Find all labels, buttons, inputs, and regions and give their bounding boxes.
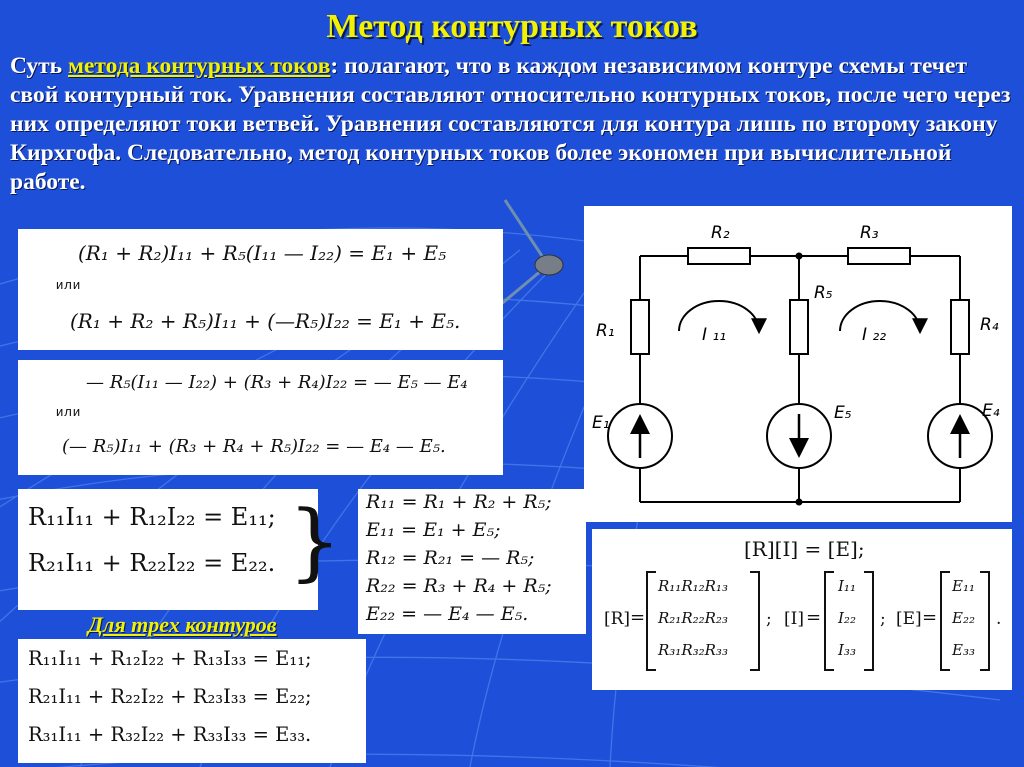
- matrix-row: I₂₂: [838, 609, 856, 627]
- equation-line: R₁₁ = R₁ + R₂ + R₅;: [366, 491, 552, 513]
- resistor-r5: [790, 300, 808, 354]
- left-bracket: [940, 571, 950, 671]
- intro-highlight: метода контурных токов: [67, 53, 331, 79]
- circuit-diagram: [584, 206, 1012, 522]
- equation-line: R₁₂ = R₂₁ = — R₅;: [366, 547, 535, 569]
- equation-line: R₂₂ = R₃ + R₄ + R₅;: [366, 575, 552, 597]
- label-i11: I ₁₁: [702, 325, 727, 345]
- equation-line: E₁₁ = E₁ + E₅;: [366, 519, 501, 541]
- right-bracket: [750, 571, 760, 671]
- separator: ;: [766, 609, 772, 629]
- label-e4: E₄: [982, 401, 1000, 421]
- equation-line: R₁₁I₁₁ + R₁₂I₂₂ + R₁₃I₃₃ = E₁₁;: [28, 647, 312, 670]
- resistor-r3: [848, 248, 910, 264]
- matrix-row: E₂₂: [952, 609, 975, 627]
- equals-sign: =: [806, 607, 822, 628]
- equation-line: R₂₁I₁₁ + R₂₂I₂₂ + R₂₃I₃₃ = E₂₂;: [28, 685, 312, 708]
- r-matrix-label: [R]: [604, 609, 631, 629]
- equation-line: E₂₂ = — E₄ — E₅.: [366, 603, 529, 625]
- equals-sign: =: [630, 607, 646, 628]
- label-i22: I ₂₂: [862, 325, 887, 345]
- or-label: или: [56, 404, 82, 419]
- circuit-diagram-box: [584, 206, 1012, 522]
- resistor-r1: [631, 300, 649, 354]
- label-r2: R₂: [711, 223, 730, 243]
- left-bracket: [824, 571, 834, 671]
- or-label: или: [56, 277, 82, 292]
- right-bracket: [864, 571, 874, 671]
- matrix-row: I₁₁: [838, 577, 856, 595]
- intro-lead: Суть: [10, 53, 68, 79]
- label-r4: R₄: [980, 315, 999, 335]
- matrix-row: E₃₃: [952, 641, 975, 659]
- label-r5: R₅: [814, 283, 833, 303]
- matrix-row: R₁₁R₁₂R₁₃: [658, 577, 728, 595]
- intro-paragraph: [10, 52, 1015, 197]
- period: .: [996, 609, 1002, 629]
- left-bracket: [646, 571, 656, 671]
- matrix-equation: [R][I] = [E];: [744, 537, 865, 561]
- equation-box-3: [18, 489, 342, 610]
- equation-line: — R₅(I₁₁ — I₂₂) + (R₃ + R₄)I₂₂ = — E₅ — E₄: [86, 372, 468, 393]
- e-matrix-label: [E]: [896, 609, 922, 629]
- matrix-row: R₃₁R₃₂R₃₃: [658, 641, 728, 659]
- resistor-r2: [688, 248, 750, 264]
- matrix-row: E₁₁: [952, 577, 975, 595]
- equation-line: (R₁ + R₂ + R₅)I₁₁ + (—R₅)I₂₂ = E₁ + E₅.: [70, 309, 461, 333]
- resistor-r4: [951, 300, 969, 354]
- separator: ;: [880, 609, 886, 629]
- equation-line: R₃₁I₁₁ + R₃₂I₂₂ + R₃₃I₃₃ = E₃₃.: [28, 723, 312, 746]
- slide-title: Метод контурных токов: [326, 8, 698, 45]
- equation-line: R₁₁I₁₁ + R₁₂I₂₂ = E₁₁;: [28, 503, 276, 531]
- matrix-row: I₃₃: [838, 641, 856, 659]
- intro-rest: : полагают, что в каждом независимом контуре схемы течет свой контурный ток. Уравнения составляют относительно контурных токов, после чего через них определяют токи ветвей. Уравнения составляются для контура лишь по второму закону Кирхгофа. Следовательно, метод контурных токов более экономен при вычислительной работе.: [10, 53, 1011, 195]
- i-matrix-label: [I]: [784, 609, 804, 629]
- equation-box-4: [358, 489, 586, 634]
- label-e5: E₅: [834, 403, 852, 423]
- right-bracket: [980, 571, 990, 671]
- equation-line: R₂₁I₁₁ + R₂₂I₂₂ = E₂₂.: [28, 549, 276, 577]
- right-brace: }: [288, 492, 342, 590]
- label-r1: R₁: [596, 321, 615, 341]
- label-e1: E₁: [592, 413, 610, 433]
- equation-box-5: [18, 639, 366, 763]
- matrix-row: R₂₁R₂₂R₂₃: [658, 609, 728, 627]
- matrix-box: [592, 529, 1012, 690]
- equation-box-2: [18, 360, 503, 475]
- equals-sign: =: [922, 607, 938, 628]
- three-circuits-caption: Для трех контуров: [88, 612, 277, 637]
- equation-line: (— R₅)I₁₁ + (R₃ + R₄ + R₅)I₂₂ = — E₄ — E₅.: [62, 436, 446, 457]
- equation-box-1: [18, 229, 503, 350]
- label-r3: R₃: [860, 223, 879, 243]
- node-dot: [796, 253, 803, 260]
- equation-line: (R₁ + R₂)I₁₁ + R₅(I₁₁ — I₂₂) = E₁ + E₅: [78, 241, 447, 265]
- node-dot: [796, 499, 803, 506]
